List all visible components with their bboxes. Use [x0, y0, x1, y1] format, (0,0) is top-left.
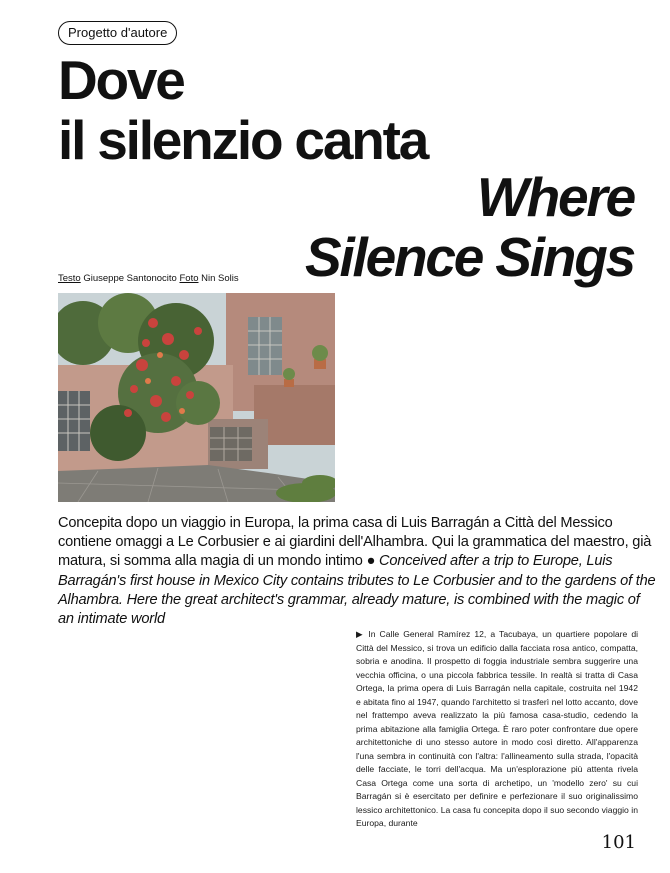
body-text-content: In Calle General Ramírez 12, a Tacubaya, un quartiere popolare di Città del Messico, si trova un edificio dalla facciata rosa antico, compatta, sobria e anodina. Il prospetto di foggia industriale sembra suggerire una vecchia officina, o una piccola fabbrica tessile. In realtà si tratta di Casa Ortega, la prima opera di Luis Barragán nella capitale, costruita nel 1942 e abitata fino al 1947, quando l'architetto si trasferì nel lotto accanto, dove nel frattempo aveva realizzato la più famosa casa-studio, cedendo la prima abitazione alla famiglia Ortega. È raro poter confrontare due opere architettoniche di uno stesso autore in modo così diretto. All'apparenza l'una sembra in continuità con l'altra: l'allineamento sulla strada, l'opacità delle facciate, le torri dell'acqua. Ma un'esplorazione più attenta rivela Casa Ortega come una sorta di archetipo, un 'modello zero' su cui Barragán si è esercitato per definire e perfezionare il suo originalissimo lessico architettonico. La casa fu concepita dopo il suo secondo viaggio in Europa, durante	[356, 629, 639, 828]
title-italian-line-1: Dove	[58, 49, 184, 111]
page-number: 101	[601, 832, 636, 853]
paragraph-marker-icon: ▶	[356, 629, 365, 639]
section-tag: Progetto d'autore	[58, 21, 177, 45]
title-italian	[58, 50, 427, 170]
title-english-line-1: Where	[476, 166, 634, 228]
title-english-line-2: Silence Sings	[304, 226, 634, 288]
lead-italian: Concepita dopo un viaggio in Europa, la prima casa di Luis Barragán a Città del Messico contiene omaggi a Le Corbusier e ai giardini dell'Alhambra. Qui la grammatica del maestro, già matura, si somma alla magia di un mondo intimo	[58, 515, 652, 570]
house-photo-illustration	[58, 293, 335, 502]
credits	[58, 273, 239, 284]
bullet-separator-icon: ●	[366, 553, 376, 570]
body-text	[356, 628, 638, 831]
house-photo	[58, 293, 335, 502]
lead-paragraph	[58, 514, 658, 629]
credits-photo-author: Nin Solis	[201, 273, 239, 284]
lead-english: Conceived after a trip to Europe, Luis Barragán's first house in Mexico City contains tributes to Le Corbusier and to the gardens of the Alhambra. Here the great architect's grammar, already mature, is combined with the magic of an intimate world	[58, 553, 656, 628]
credits-text-author: Giuseppe Santonocito	[83, 273, 177, 284]
credits-text-label: Testo	[58, 273, 81, 284]
title-english	[305, 167, 634, 287]
title-italian-line-2: il silenzio canta	[58, 109, 428, 171]
credits-photo-label: Foto	[179, 273, 199, 284]
